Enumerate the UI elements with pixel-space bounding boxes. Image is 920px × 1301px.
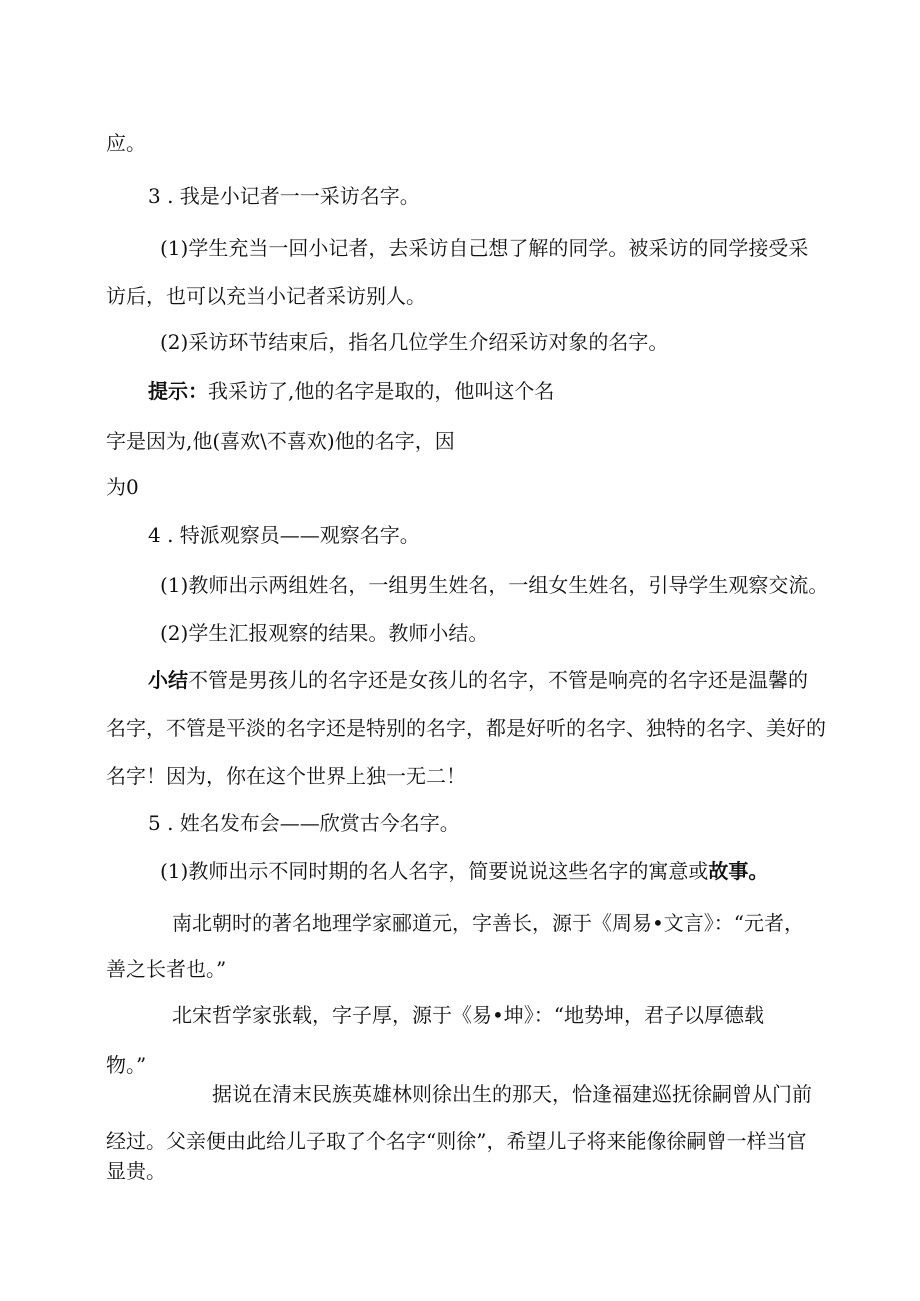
text-line: 名字，不管是平淡的名字还是特别的名字，都是好听的名字、独特的名字、美好的 [106,716,826,740]
text-part: (1)教师出示不同时期的名人名字，简要说说这些名字的寓意或 [160,859,709,883]
hint-text: 我采访了,他的名字是取的，他叫这个名 [208,379,555,403]
text-line: 应。 [106,131,146,155]
text-line: 名字！因为，你在这个世界上独一无二！ [106,764,466,788]
section-heading-5: 5 . 姓名发布会——欣赏古今名字。 [148,811,460,835]
text-line: 据说在清末民族英雄林则徐出生的那天，恰逢福建巡抚徐嗣曾从门前 [212,1082,812,1106]
section-heading-4: 4 . 特派观察员——观察名字。 [148,523,420,547]
text-line: 南北朝时的著名地理学家郦道元，字善长，源于《周易•文言》：“元者， [172,911,805,935]
text-line: 显贵。 [106,1159,166,1183]
summary-paragraph [148,667,808,693]
text-line: 物。” [106,1053,147,1077]
text-line: 北宋哲学家张载，字子厚，源于《易•坤》：“地势坤，君子以厚德载 [172,1003,765,1027]
text-line: (2)采访环节结束后，指名几位学生介绍采访对象的名字。 [160,330,669,354]
text-line: 访后，也可以充当小记者采访别人。 [106,284,426,308]
section-heading-3: 3 . 我是小记者一一采访名字。 [148,184,420,208]
text-line: (1)教师出示两组姓名，一组男生姓名，一组女生姓名，引导学生观察交流。 [160,573,829,597]
emphasis-text: 故事。 [708,859,769,883]
text-line [160,858,768,884]
text-line: 字是因为,他(喜欢\不喜欢)他的名字，因 [106,429,455,453]
summary-text: 不管是男孩儿的名字还是女孩儿的名字，不管是响亮的名字还是温馨的 [188,668,808,692]
summary-label: 小结 [148,668,188,692]
text-line: 为0 [106,475,139,499]
text-line: 经过。父亲便由此给儿子取了个名字“则徐”，希望儿子将来能像徐嗣曾一样当官 [106,1129,807,1153]
hint-paragraph [148,378,554,404]
text-line: (1)学生充当一回小记者，去采访自己想了解的同学。被采访的同学接受采 [160,236,809,260]
text-line: (2)学生汇报观察的结果。教师小结。 [160,621,489,645]
hint-label: 提示： [148,379,208,403]
text-line: 善之长者也。” [106,957,227,981]
